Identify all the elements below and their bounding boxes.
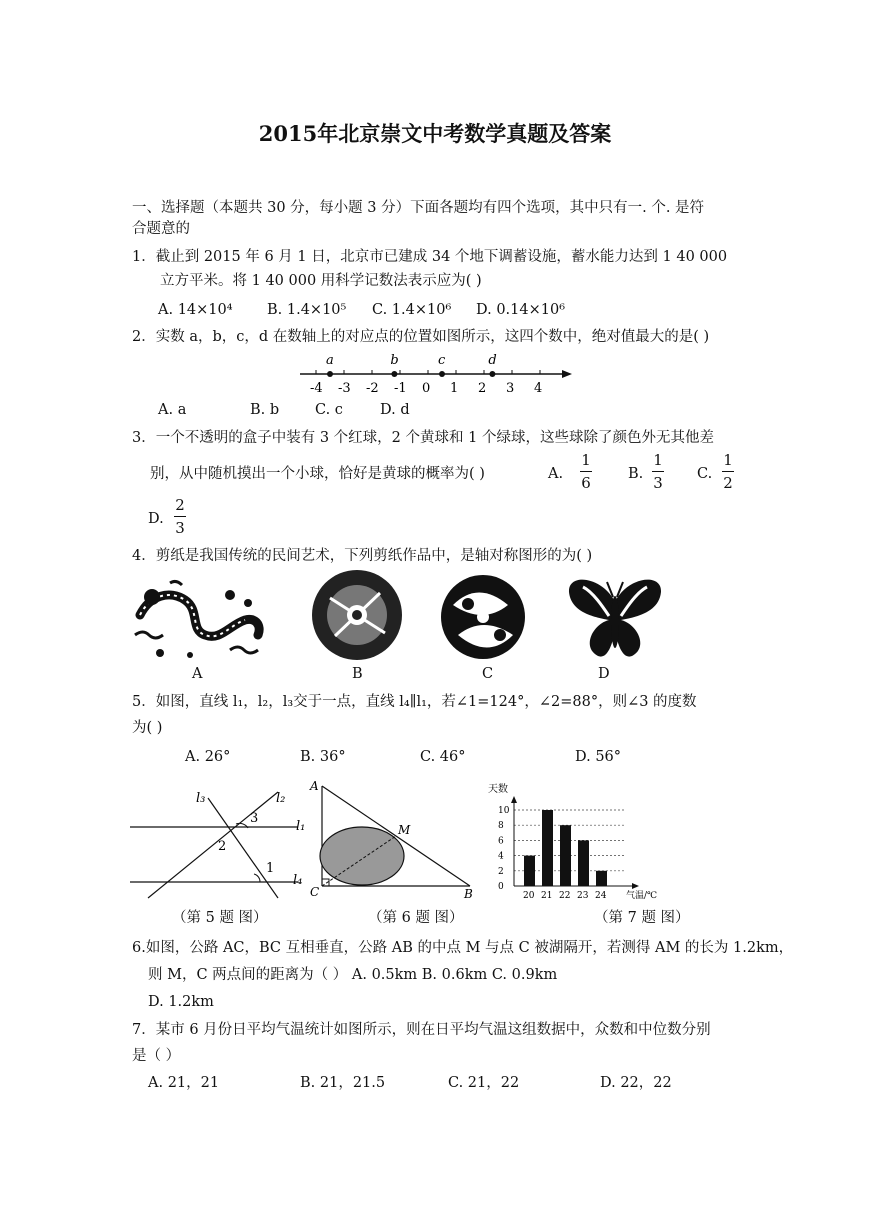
q3-option-d-fraction: 2 3 bbox=[175, 496, 185, 537]
fish-papercut-image bbox=[438, 570, 528, 665]
q4-label-d: D bbox=[598, 666, 610, 682]
figure-7-bar-chart bbox=[484, 778, 664, 904]
q3-option-a-fraction: 1 6 bbox=[581, 451, 591, 492]
q5-option-a: A. 26° bbox=[185, 749, 231, 765]
q2-option-a: A. a bbox=[158, 402, 187, 418]
q1-option-c: C. 1.4×10⁶ bbox=[372, 302, 452, 318]
figure-6-caption: （第 6 题 图） bbox=[368, 910, 464, 926]
x-tick-label: 24 bbox=[595, 891, 607, 901]
tick-label: -3 bbox=[338, 381, 351, 396]
q6-text: 6.如图，公路 AC，BC 互相垂直，公路 AB 的中点 M 与点 C 被湖隔开，若测得 AM 的长为 1.2km， bbox=[132, 940, 794, 956]
q7-option-d: D. 22，22 bbox=[600, 1075, 672, 1091]
figure-5-lines bbox=[128, 780, 310, 905]
y-tick-label: 4 bbox=[498, 851, 504, 862]
q6-text-cont: 则 M，C 两点间的距离为（ ） A. 0.5km B. 0.6km C. 0.9km bbox=[148, 967, 558, 983]
q2-option-b: B. b bbox=[250, 402, 280, 418]
q1-text-cont: 立方平米。将 1 40 000 用科学记数法表示应为( ) bbox=[160, 273, 482, 289]
q3-text-cont: 别，从中随机摸出一个小球，恰好是黄球的概率为( ) bbox=[150, 466, 485, 482]
q3-option-c-fraction: 1 2 bbox=[723, 451, 733, 492]
q3-option-b-label: B. bbox=[628, 466, 644, 482]
label-l4: l₄ bbox=[293, 873, 303, 888]
label-c: C bbox=[310, 885, 320, 899]
dragon-papercut-image bbox=[130, 575, 270, 665]
figure-5-caption: （第 5 题 图） bbox=[172, 910, 268, 926]
label-a: A bbox=[310, 779, 319, 793]
q5-text: 5．如图，直线 l₁，l₂，l₃交于一点，直线 l₄∥l₁，若∠1=124°，∠2=88°，则∠3 的度数 bbox=[132, 694, 697, 710]
point-label-d: d bbox=[488, 353, 497, 368]
q3-option-a-label: A. bbox=[548, 466, 564, 482]
tick-label: 2 bbox=[478, 381, 487, 396]
y-tick-label: 10 bbox=[498, 806, 510, 816]
q2-option-d: D. d bbox=[380, 402, 410, 418]
q1-text: 1．截止到 2015 年 6 月 1 日，北京市已建成 34 个地下调蓄设施，蓄水能力达到 1 40 000 bbox=[132, 249, 728, 265]
q5-text-cont: 为( ) bbox=[132, 720, 163, 736]
point-a bbox=[327, 371, 333, 377]
chart-xlabel: 气温/℃ bbox=[626, 891, 658, 901]
y-tick-label: 0 bbox=[498, 882, 504, 892]
arrow-icon bbox=[562, 370, 572, 378]
round-papercut-image bbox=[310, 568, 404, 662]
q2-option-c: C. c bbox=[315, 402, 343, 418]
chart-ylabel: 天数 bbox=[488, 784, 508, 795]
bar-22 bbox=[560, 825, 571, 886]
tick-label: 3 bbox=[506, 381, 515, 396]
y-tick-label: 2 bbox=[498, 866, 504, 877]
section-heading-cont: 合题意的 bbox=[132, 221, 190, 237]
q7-option-a: A. 21，21 bbox=[148, 1075, 220, 1091]
q1-option-d: D. 0.14×10⁶ bbox=[476, 302, 566, 318]
tick-label: -4 bbox=[310, 381, 323, 396]
label-b: B bbox=[464, 887, 473, 901]
q1-option-a: A. 14×10⁴ bbox=[158, 302, 233, 318]
tick-label: 4 bbox=[534, 381, 543, 396]
y-arrow-icon bbox=[511, 796, 517, 803]
q7-option-c: C. 21，22 bbox=[448, 1075, 520, 1091]
label-l1: l₁ bbox=[296, 819, 306, 834]
q4-label-b: B bbox=[352, 666, 363, 682]
point-d bbox=[489, 371, 495, 377]
point-label-a: a bbox=[326, 353, 334, 368]
label-m: M bbox=[398, 823, 411, 837]
tick-label: 0 bbox=[422, 381, 431, 396]
angle-2-label: 2 bbox=[218, 839, 227, 854]
y-tick-label: 6 bbox=[498, 836, 504, 847]
q4-label-c: C bbox=[482, 666, 494, 682]
q3-text: 3．一个不透明的盒子中装有 3 个红球，2 个黄球和 1 个绿球，这些球除了颜色外无其他差 bbox=[132, 430, 714, 446]
q7-text-cont: 是（ ） bbox=[132, 1048, 181, 1064]
label-l2: l₂ bbox=[276, 791, 286, 806]
y-tick-label: 8 bbox=[498, 821, 504, 832]
bar-23 bbox=[578, 840, 589, 886]
x-arrow-icon bbox=[632, 883, 639, 889]
q7-option-b: B. 21，21.5 bbox=[300, 1075, 386, 1091]
point-b bbox=[391, 371, 397, 377]
q6-option-d: D. 1.2km bbox=[148, 994, 214, 1010]
x-tick-label: 22 bbox=[559, 891, 571, 901]
page-title: 2015年北京崇文中考数学真题及答案 bbox=[258, 121, 612, 146]
point-c bbox=[439, 371, 445, 377]
bar-21 bbox=[542, 810, 553, 886]
label-l3: l₃ bbox=[196, 791, 206, 806]
q4-text: 4．剪纸是我国传统的民间艺术，下列剪纸作品中，是轴对称图形的为( ) bbox=[132, 548, 593, 564]
tick-label: -1 bbox=[394, 381, 407, 396]
tick-label: -2 bbox=[366, 381, 379, 396]
q3-option-b-fraction: 1 3 bbox=[653, 451, 663, 492]
angle-3-label: 3 bbox=[250, 811, 259, 826]
butterfly-papercut-image bbox=[563, 572, 667, 662]
figure-7-caption: （第 7 题 图） bbox=[594, 910, 690, 926]
section-heading: 一、选择题（本题共 30 分，每小题 3 分）下面各题均有四个选项，其中只有一. 个. 是符 bbox=[132, 200, 705, 216]
figure-6-lake bbox=[308, 778, 480, 904]
q3-option-d-label: D. bbox=[148, 511, 164, 527]
bar-20 bbox=[524, 856, 535, 886]
q4-label-a: A bbox=[192, 666, 203, 682]
q2-text: 2．实数 a，b，c，d 在数轴上的对应点的位置如图所示，这四个数中，绝对值最大的是( ) bbox=[132, 329, 710, 345]
bar-24 bbox=[596, 871, 607, 886]
x-tick-label: 20 bbox=[523, 891, 535, 901]
point-label-b: b bbox=[390, 353, 399, 368]
point-label-c: c bbox=[438, 353, 446, 368]
angle-1-label: 1 bbox=[266, 861, 275, 876]
q5-option-d: D. 56° bbox=[575, 749, 622, 765]
q5-option-c: C. 46° bbox=[420, 749, 466, 765]
q7-text: 7．某市 6 月份日平均气温统计如图所示，则在日平均气温这组数据中，众数和中位数分别 bbox=[132, 1022, 711, 1038]
q5-option-b: B. 36° bbox=[300, 749, 346, 765]
q1-option-b: B. 1.4×10⁵ bbox=[267, 302, 347, 318]
x-tick-label: 23 bbox=[577, 891, 589, 901]
tick-label: 1 bbox=[450, 381, 459, 396]
number-line bbox=[290, 350, 580, 398]
q3-option-c-label: C. bbox=[697, 466, 713, 482]
x-tick-label: 21 bbox=[541, 891, 553, 901]
